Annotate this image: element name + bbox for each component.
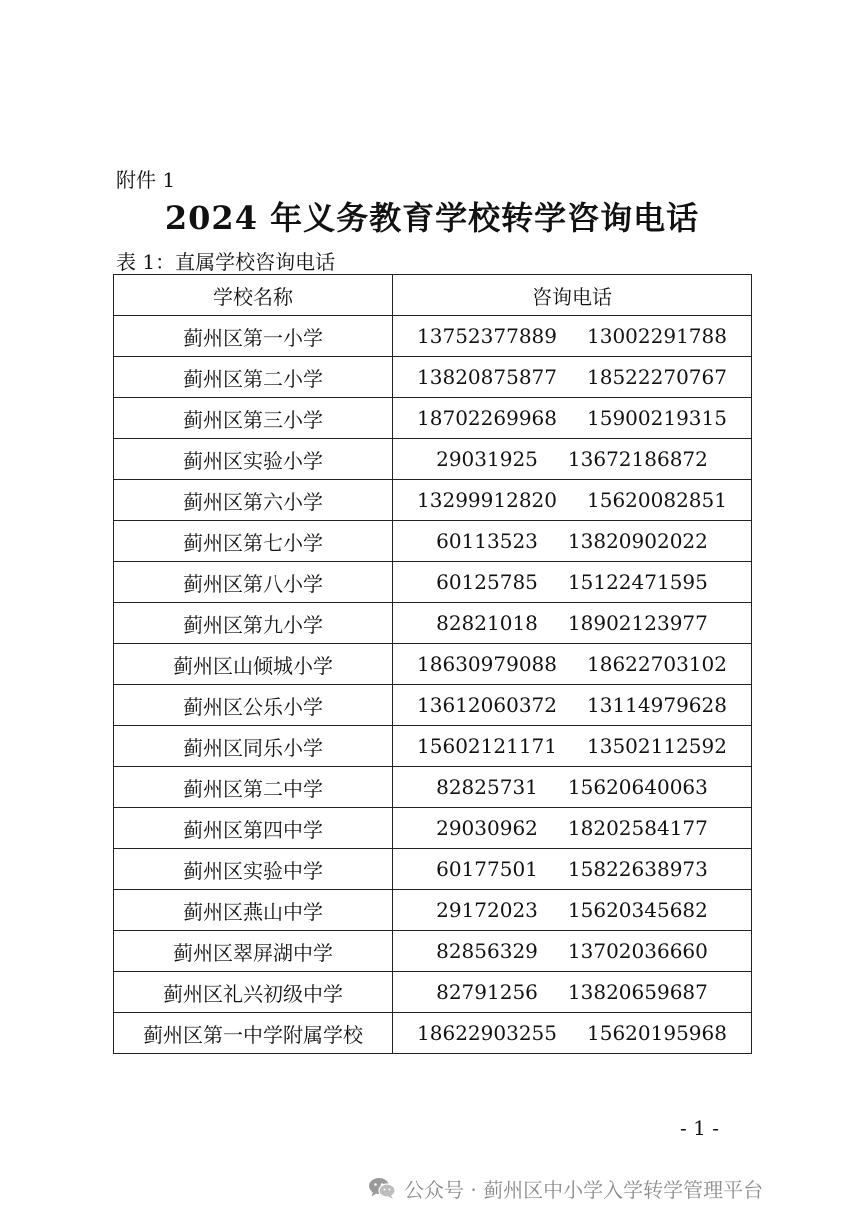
phone-number-primary: 13752377889 [417,324,557,348]
phone-cell [393,767,752,808]
phone-cell [393,972,752,1013]
phone-number-secondary: 13002291788 [587,324,727,348]
phone-number-primary: 60113523 [436,529,538,553]
table-row [114,1013,752,1054]
school-name-cell: 蓟州区实验中学 [114,849,393,890]
phone-cell [393,398,752,439]
phone-number-secondary: 18522270767 [587,365,727,389]
phone-number-secondary: 15620640063 [567,775,708,799]
column-header-phone: 咨询电话 [393,275,752,316]
table-row [114,398,752,439]
phone-number-primary: 18702269968 [417,406,557,430]
phone-number-primary: 18630979088 [417,652,557,676]
consultation-phone-table [113,274,752,1054]
school-name-cell: 蓟州区第一小学 [114,316,393,357]
school-name-cell: 蓟州区第二小学 [114,357,393,398]
table-row [114,890,752,931]
phone-number-secondary: 15900219315 [587,406,727,430]
phone-number-primary: 82791256 [436,980,538,1004]
wechat-icon [368,1176,396,1200]
table-caption: 表 1：直属学校咨询电话 [116,250,336,274]
phone-cell [393,357,752,398]
school-name-cell: 蓟州区翠屏湖中学 [114,931,393,972]
table-body [114,316,752,1054]
school-name-cell: 蓟州区燕山中学 [114,890,393,931]
phone-number-secondary: 15620195968 [587,1021,727,1045]
phone-number-primary: 15602121171 [417,734,557,758]
phone-number-primary: 13820875877 [417,365,557,389]
phone-cell [393,644,752,685]
phone-number-secondary: 15620345682 [567,898,708,922]
school-name-cell: 蓟州区第八小学 [114,562,393,603]
document-title: 2024 年义务教育学校转学咨询电话 [164,199,700,237]
phone-number-secondary: 13672186872 [567,447,708,471]
school-name-cell: 蓟州区第三小学 [114,398,393,439]
school-name-cell: 蓟州区实验小学 [114,439,393,480]
table-row [114,849,752,890]
phone-number-primary: 29030962 [436,816,538,840]
table-row [114,480,752,521]
phone-cell [393,808,752,849]
phone-number-secondary: 15822638973 [567,857,708,881]
table-row [114,767,752,808]
phone-number-primary: 18622903255 [417,1021,557,1045]
phone-cell [393,849,752,890]
school-name-cell: 蓟州区第二中学 [114,767,393,808]
table-row [114,685,752,726]
table-row [114,439,752,480]
table-row [114,357,752,398]
phone-cell [393,603,752,644]
school-name-cell: 蓟州区第七小学 [114,521,393,562]
table-row [114,562,752,603]
school-name-cell: 蓟州区礼兴初级中学 [114,972,393,1013]
phone-number-secondary: 13114979628 [587,693,727,717]
phone-number-secondary: 13502112592 [587,734,727,758]
phone-number-secondary: 18202584177 [567,816,708,840]
phone-cell [393,562,752,603]
table-row [114,644,752,685]
phone-cell [393,931,752,972]
phone-number-primary: 29031925 [436,447,538,471]
phone-number-primary: 29172023 [436,898,538,922]
phone-number-primary: 82856329 [436,939,538,963]
table-header-row [114,275,752,316]
phone-cell [393,685,752,726]
phone-number-secondary: 13820902022 [567,529,708,553]
phone-number-secondary: 15620082851 [587,488,727,512]
phone-number-secondary: 18622703102 [587,652,727,676]
column-header-school-name: 学校名称 [114,275,393,316]
school-name-cell: 蓟州区第九小学 [114,603,393,644]
phone-cell [393,726,752,767]
phone-number-secondary: 13702036660 [567,939,708,963]
footer-watermark [368,1174,763,1202]
table-row [114,521,752,562]
phone-cell [393,439,752,480]
phone-cell [393,521,752,562]
table-row [114,808,752,849]
phone-number-primary: 60177501 [436,857,538,881]
footer-text: 公众号 · 蓟州区中小学入学转学管理平台 [404,1177,764,1202]
phone-number-secondary: 15122471595 [567,570,708,594]
table-row [114,972,752,1013]
phone-number-primary: 13299912820 [417,488,557,512]
phone-number-primary: 60125785 [436,570,538,594]
table-row [114,603,752,644]
school-name-cell: 蓟州区第一中学附属学校 [114,1013,393,1054]
phone-number-primary: 13612060372 [417,693,557,717]
phone-cell [393,316,752,357]
phone-number-primary: 82821018 [436,611,538,635]
page-number: - 1 - [680,1116,719,1140]
phone-number-secondary: 18902123977 [567,611,708,635]
school-name-cell: 蓟州区山倾城小学 [114,644,393,685]
phone-cell [393,890,752,931]
table-row [114,931,752,972]
school-name-cell: 蓟州区公乐小学 [114,685,393,726]
phone-number-secondary: 13820659687 [567,980,708,1004]
school-name-cell: 蓟州区第四中学 [114,808,393,849]
school-name-cell: 蓟州区第六小学 [114,480,393,521]
school-name-cell: 蓟州区同乐小学 [114,726,393,767]
phone-cell [393,480,752,521]
table-row [114,316,752,357]
phone-cell [393,1013,752,1054]
table-row [114,726,752,767]
phone-number-primary: 82825731 [436,775,538,799]
attachment-label: 附件 1 [116,168,176,192]
